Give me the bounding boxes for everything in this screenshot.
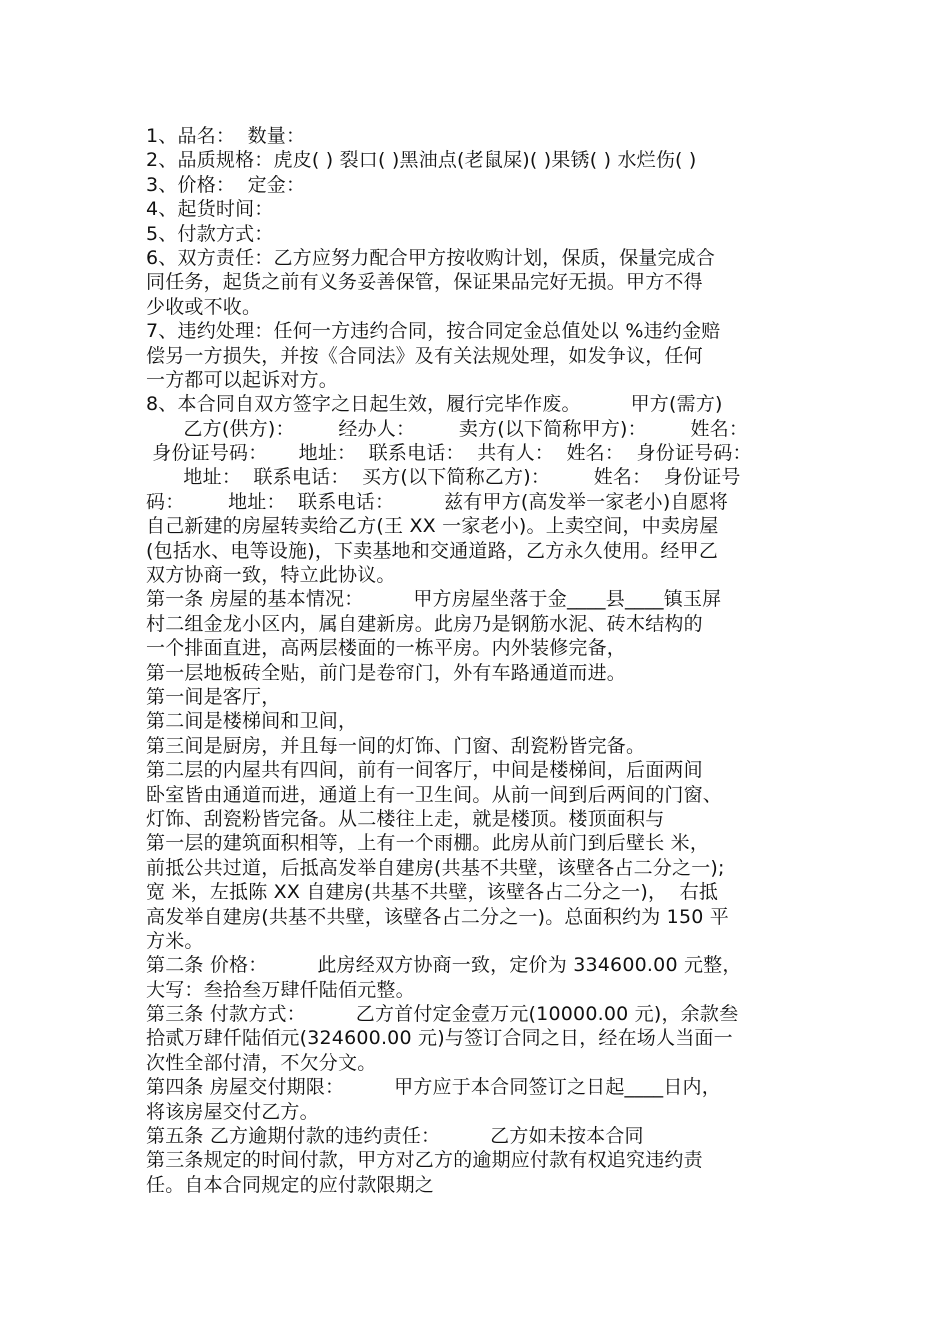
text-line: 乙方(供方)： 经办人： 卖方(以下简称甲方)： 姓名： [146, 417, 749, 440]
text-line: 第三条规定的时间付款，甲方对乙方的逾期应付款有权追究违约责 [146, 1149, 703, 1172]
text-line: 第三条 付款方式： 乙方首付定金壹万元(10000.00 元)，余款叁 [146, 1003, 739, 1026]
text-line: 宽 米，左抵陈 XX 自建房(共基不共壁，该壁各占二分之一)， 右抵 [146, 881, 719, 904]
text-line: 次性全部付清，不欠分文。 [146, 1051, 377, 1074]
text-line: 第二层的内屋共有四间，前有一间客厅，中间是楼梯间，后面两间 [146, 759, 703, 782]
text-line: 6、双方责任：乙方应努力配合甲方按收购计划，保质，保量完成合 [146, 246, 716, 269]
text-line: 1、品名： 数量： [146, 125, 306, 147]
text-line: 高发举自建房(共基不共壁，该壁各占二分之一)。总面积约为 150 平 [146, 905, 729, 928]
text-line: 一方都可以起诉对方。 [146, 368, 339, 391]
text-line: 第一层的建筑面积相等，上有一个雨棚。此房从前门到后壁长 米， [146, 832, 710, 855]
text-line: 第二条 价格： 此房经双方协商一致，定价为 334600.00 元整， [146, 954, 742, 977]
text-line: 第一条 房屋的基本情况： 甲方房屋坐落于金____县____镇玉屏 [146, 588, 722, 611]
text-line: 大写：叁拾叁万肆仟陆佰元整。 [146, 978, 415, 1001]
text-line: 任。自本合同规定的应付款限期之 [146, 1173, 435, 1196]
contract-text [146, 124, 808, 1197]
text-line: 拾贰万肆仟陆佰元(324600.00 元)与签订合同之日，经在场人当面一 [146, 1027, 733, 1050]
text-line: 第三间是厨房，并且每一间的灯饰、门窗、刮瓷粉皆完备。 [146, 734, 646, 757]
text-line: 5、付款方式： [146, 222, 274, 245]
text-line: (包括水、电等设施)，下卖基地和交通道路，乙方永久使用。经甲乙 [146, 539, 719, 562]
text-line: 将该房屋交付乙方。 [146, 1100, 319, 1123]
text-line: 身份证号码： 地址： 联系电话： 共有人： 姓名： 身份证号码： [146, 442, 752, 465]
text-line: 8、本合同自双方签字之日起生效，履行完毕作废。 甲方(需方) [146, 393, 723, 416]
text-line: 地址： 联系电话： 买方(以下简称乙方)： 姓名： 身份证号 [146, 466, 741, 489]
text-line: 前抵公共过道，后抵高发举自建房(共基不共壁，该壁各占二分之一); [146, 856, 725, 879]
text-line: 自己新建的房屋转卖给乙方(王 XX 一家老小)。上卖空间，中卖房屋 [146, 515, 719, 538]
text-line: 双方协商一致，特立此协议。 [146, 564, 396, 587]
text-line: 村二组金龙小区内，属自建新房。此房乃是钢筋水泥、砖木结构的 [146, 612, 703, 635]
text-line: 2、品质规格：虎皮( ) 裂口( )黑油点(老鼠屎)( )果锈( ) 水烂伤( ) [146, 149, 697, 172]
text-line: 同任务，起货之前有义务妥善保管，保证果品完好无损。甲方不得 [146, 271, 703, 294]
text-line: 方米。 [146, 929, 204, 952]
text-line: 第二间是楼梯间和卫间， [146, 710, 358, 733]
text-line: 第一层地板砖全贴，前门是卷帘门，外有车路通道而进。 [146, 661, 627, 684]
text-line: 少收或不收。 [146, 295, 262, 318]
text-line: 一个排面直进，高两层楼面的一栋平房。内外装修完备， [146, 637, 627, 660]
text-line: 灯饰、刮瓷粉皆完备。从二楼往上走，就是楼顶。楼顶面积与 [146, 807, 665, 830]
text-line: 第四条 房屋交付期限： 甲方应于本合同签订之日起____日内， [146, 1076, 721, 1099]
text-line: 7、违约处理：任何一方违约合同，按合同定金总值处以 %违约金赔 [146, 320, 721, 343]
text-line: 3、价格： 定金： [146, 173, 306, 196]
text-line: 码： 地址： 联系电话： 兹有甲方(高发举一家老小)自愿将 [146, 490, 729, 513]
text-line: 第一间是客厅， [146, 685, 281, 708]
text-line: 卧室皆由通道而进，通道上有一卫生间。从前一间到后两间的门窗、 [146, 783, 723, 806]
text-line: 第五条 乙方逾期付款的违约责任： 乙方如未按本合同 [146, 1125, 644, 1148]
text-line: 4、起货时间： [146, 198, 274, 221]
text-line: 偿另一方损失，并按《合同法》及有关法规处理，如发争议，任何 [146, 344, 703, 367]
